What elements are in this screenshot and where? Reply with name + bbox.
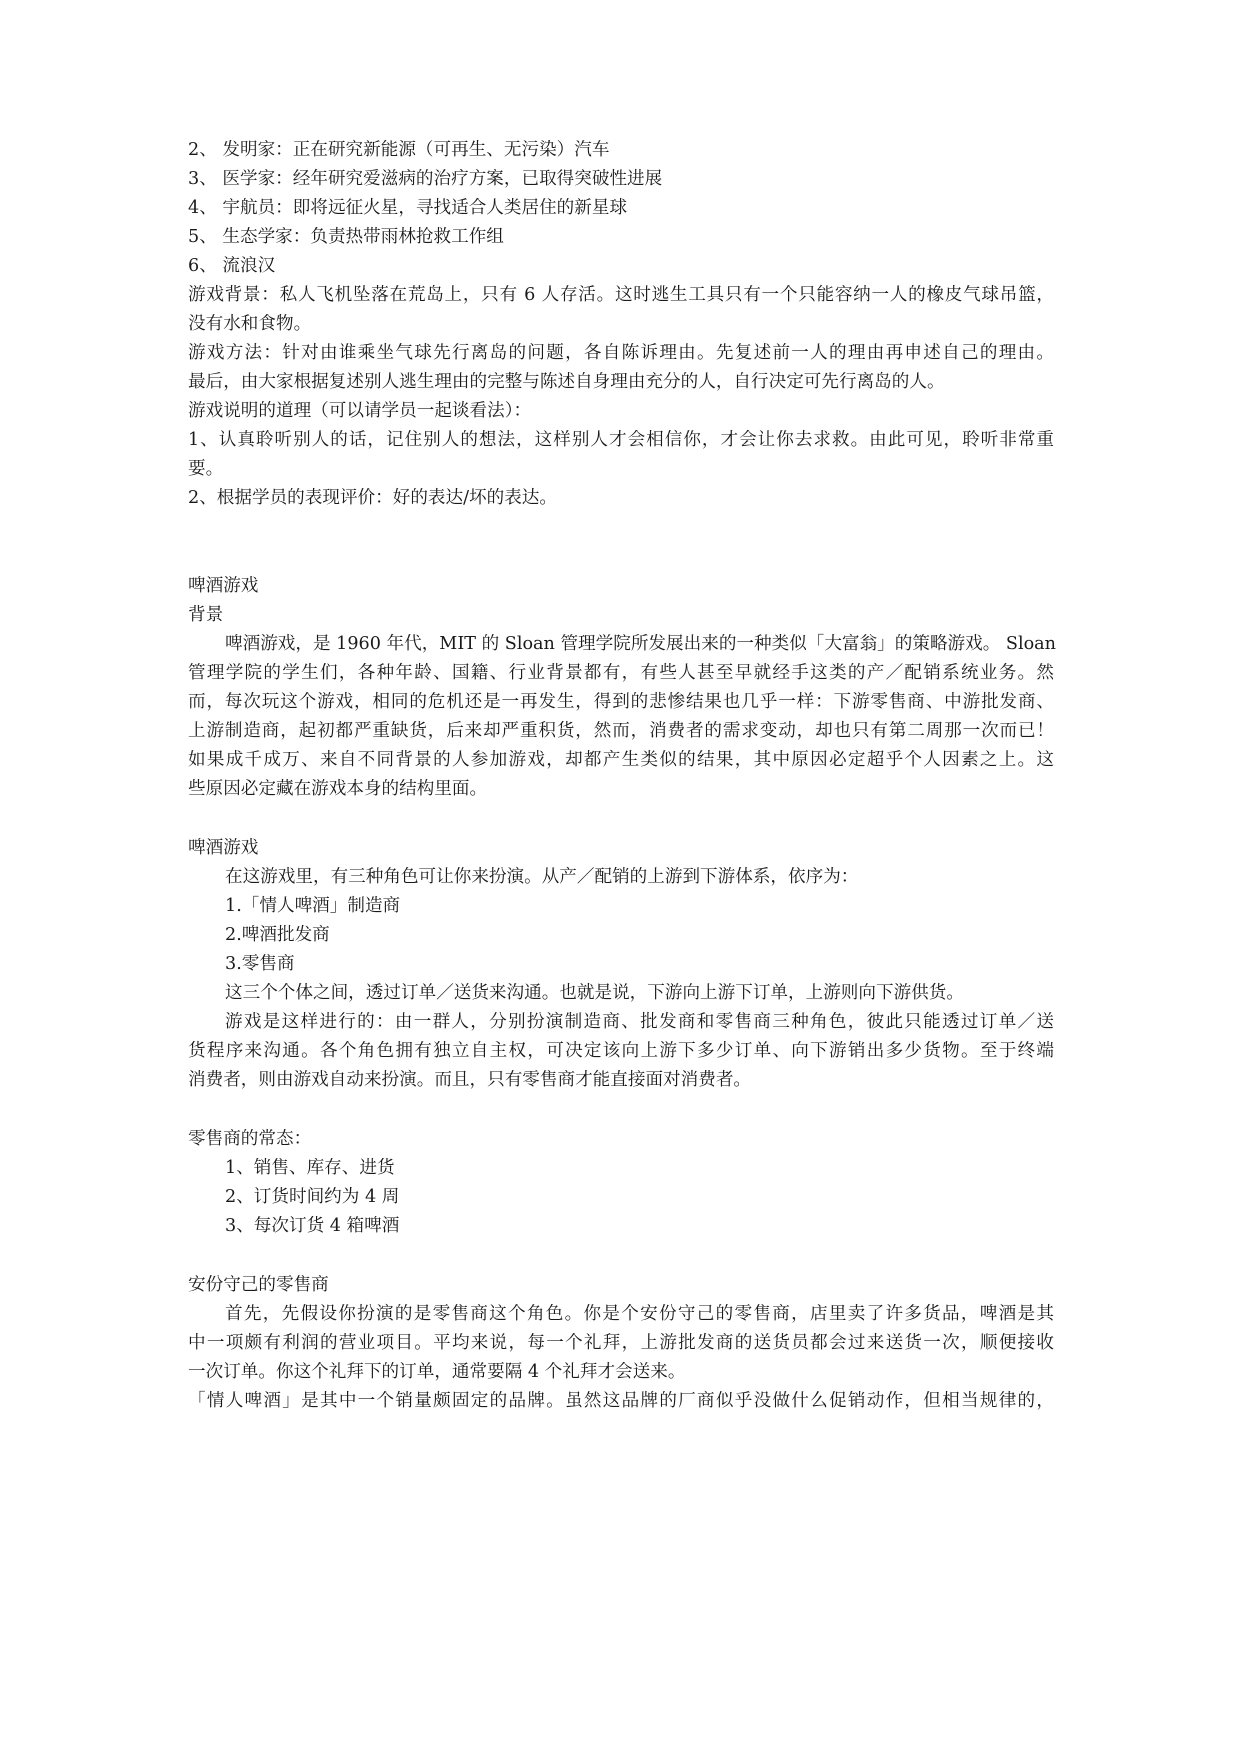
background-paragraph-line: 啤酒游戏，是 1960 年代，MIT 的 Sloan 管理学院所发展出来的一种类似「大富翁」的策略游戏。 Sloan — [225, 634, 1056, 654]
retailer-norm-item: 3、每次订货 4 箱啤酒 — [225, 1216, 400, 1236]
background-paragraph-line: 如果成千成万、来自不同背景的人参加游戏，却都产生类似的结果，其中原因必定超乎个人因素之上。这 — [188, 750, 1054, 770]
role-item: 3、 医学家：经年研究爱滋病的治疗方案，已取得突破性进展 — [188, 169, 663, 189]
section-heading: 背景 — [188, 605, 224, 625]
roles-intro: 在这游戏里，有三种角色可让你来扮演。从产／配销的上游到下游体系，依序为： — [225, 867, 859, 887]
beer-role-item: 2.啤酒批发商 — [225, 925, 330, 945]
process-paragraph-line: 消费者，则由游戏自动来扮演。而且，只有零售商才能直接面对消费者。 — [188, 1070, 752, 1090]
game-lesson-line: 要。 — [188, 459, 224, 479]
content-retailer-line: 一次订单。你这个礼拜下的订单，通常要隔 4 个礼拜才会送来。 — [188, 1362, 686, 1382]
background-paragraph-line: 些原因必定藏在游戏本身的结构里面。 — [188, 779, 488, 799]
role-item: 5、 生态学家：负责热带雨林抢救工作组 — [188, 227, 504, 247]
content-retailer-line: 中一项颇有利润的营业项目。平均来说，每一个礼拜，上游批发商的送货员都会过来送货一次，顺便接收 — [188, 1333, 1054, 1353]
section-title: 啤酒游戏 — [188, 576, 259, 596]
game-lesson-line: 1、认真聆听别人的话，记住别人的想法，这样别人才会相信你，才会让你去求救。由此可见，聆听非常重 — [188, 430, 1054, 450]
role-item: 4、 宇航员：即将远征火星，寻找适合人类居住的新星球 — [188, 198, 628, 218]
retailer-norm-item: 2、订货时间约为 4 周 — [225, 1187, 400, 1207]
background-paragraph-line: 而，每次玩这个游戏，相同的危机还是一再发生，得到的悲惨结果也几乎一样：下游零售商、中游批发商、 — [188, 692, 1054, 712]
role-item: 2、 发明家：正在研究新能源（可再生、无污染）汽车 — [188, 140, 610, 160]
process-paragraph-line: 货程序来沟通。各个角色拥有独立自主权，可决定该向上游下多少订单、向下游销出多少货物。至于终端 — [188, 1041, 1054, 1061]
content-retailer-line: 「情人啤酒」是其中一个销量颇固定的品牌。虽然这品牌的厂商似乎没做什么促销动作，但相当规律的， — [188, 1391, 1054, 1411]
game-lesson-line: 2、根据学员的表现评价：好的表达/坏的表达。 — [188, 488, 557, 508]
game-background-line: 游戏背景：私人飞机坠落在荒岛上，只有 6 人存活。这时逃生工具只有一个只能容纳一人的橡皮气球吊篮， — [188, 285, 1054, 305]
game-background-line: 没有水和食物。 — [188, 314, 312, 334]
communication-line: 这三个个体之间，透过订单／送货来沟通。也就是说，下游向上游下订单，上游则向下游供货。 — [225, 983, 964, 1003]
content-retailer-line: 首先，先假设你扮演的是零售商这个角色。你是个安份守己的零售商，店里卖了许多货品，啤酒是其 — [225, 1304, 1054, 1324]
game-lesson-title: 游戏说明的道理（可以请学员一起谈看法）： — [188, 401, 532, 421]
game-method-line: 最后，由大家根据复述别人逃生理由的完整与陈述自身理由充分的人，自行决定可先行离岛的人。 — [188, 372, 945, 392]
section-title: 安份守己的零售商 — [188, 1275, 329, 1295]
background-paragraph-line: 管理学院的学生们，各种年龄、国籍、行业背景都有，有些人甚至早就经手这类的产／配销系统业务。然 — [188, 663, 1054, 683]
process-paragraph-line: 游戏是这样进行的：由一群人，分别扮演制造商、批发商和零售商三种角色，彼此只能透过订单／送 — [225, 1012, 1054, 1032]
background-paragraph-line: 上游制造商，起初都严重缺货，后来却严重积货，然而，消费者的需求变动，却也只有第二周那一次而已！ — [188, 721, 1054, 741]
game-method-line: 游戏方法：针对由谁乘坐气球先行离岛的问题，各自陈诉理由。先复述前一人的理由再申述自己的理由。 — [188, 343, 1054, 363]
role-item: 6、 流浪汉 — [188, 256, 276, 276]
retailer-norm-item: 1、销售、库存、进货 — [225, 1158, 395, 1178]
section-title: 啤酒游戏 — [188, 838, 259, 858]
beer-role-item: 3.零售商 — [225, 954, 295, 974]
retailer-norm-title: 零售商的常态： — [188, 1129, 312, 1149]
beer-role-item: 1.「情人啤酒」制造商 — [225, 896, 401, 916]
